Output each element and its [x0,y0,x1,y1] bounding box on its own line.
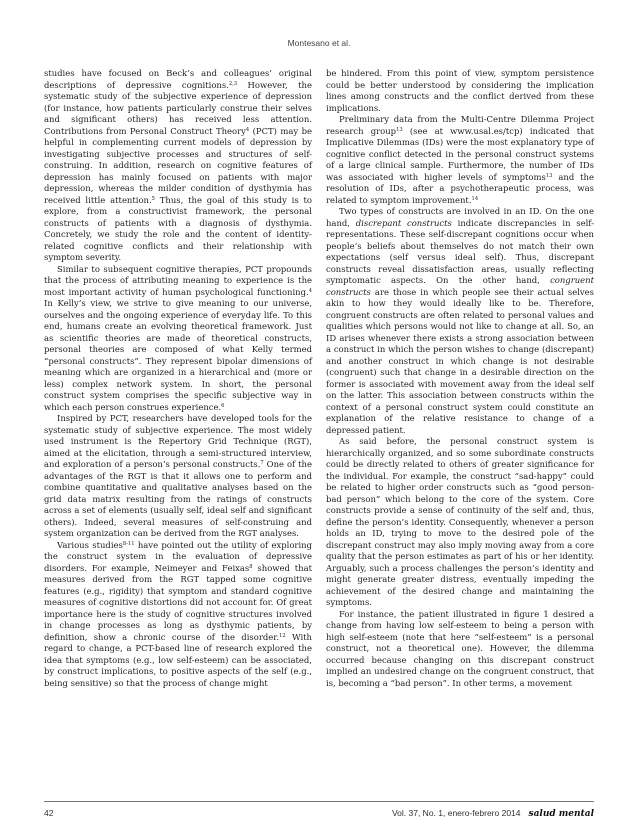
left-paragraph-2: Similar to subsequent cognitive therapies, PCT propounds that the process of attributing meaning to experience is the most important activity of human psychological functioning.$^4$ In Kelly’s view, we strive to give meaning to our universe, ourselves and the ongoing experience of everyday life. To this end, humans create an evolving theoretical framework. Just as scientific theories are made of theoretical constructs, personal theories are composed of what Kelly termed “personal constructs”. They represent bipolar dimensions of meaning which are organized in a hierarchical and (more or less) complex network system. In short, the personal construct system comprises the specific subjective way in which each person construes experience.$^6$ [44,263,312,412]
right-paragraph-3: Two types of constructs are involved in an ID. On the one hand, discrepant constructs indicate discrepancies in self-representations. These self-discrepant cognitions occur when people’s beliefs about themselves do not match their own expectations (self versus ideal self). Thus, discrepant constructs reveal dissatisfaction areas, usually reflecting symptomatic aspects. On the other hand, congruent constructs are those in which people see their actual selves akin to how they would ideally like to be. Therefore, congruent constructs are often related to personal values and qualities which persons would not like to change at all. So, an ID arises whenever there exists a strong association between a construct in which the person wishes to change (discrepant) and another construct in which change is not desirable (congruent) such that change in a desirable direction on the former is associated with movement away from the ideal self on the latter. This association between constructs within the context of a personal construct system could constitute an explanation of the relative resistance to change of a depressed patient. [326,206,594,435]
right-paragraph-4: As said before, the personal construct system is hierarchically organized, and so some subordinate constructs could be directly related to others of greater significance for the individual. For example, the construct “sad-happy” could be related to higher order constructs such as “good person-bad person” which belong to the core of the system. Core constructs provide a sense of continuity of the self and, thus, define the person’s identity. Consequently, whenever a person holds an ID, trying to move to the desired pole of the discrepant construct may also imply moving away from a core quality that the person estimates as part of his or her identity. Arguably, such a process challenges the person’s identity and might generate greater distress, eventually impeding the achievement of the desired change and maintaining the symptoms. [326,436,594,607]
right-paragraph-2: Preliminary data from the Multi-Centre Dilemma Project research group$^{13}$ (see at www.usal.es/tcp) indicated that Implicative Dilemmas (IDs) were the most explanatory type of cognitive conflict detected in the personal construct systems of a large clinical sample. Furthermore, the number of IDs was associated with higher levels of symptoms$^{13}$ and the resolution of IDs, after a psychotherapeutic process, was related to symptom improvement.$^{14}$ [326,114,594,205]
journal-footer [392,808,594,819]
footer-rule [44,801,594,802]
left-paragraph-4: Various studies$^{8-11}$ have pointed out the utility of exploring the construct system in the evaluation of depressive disorders. For example, Neimeyer and Feixas$^8$ showed that measures derived from the RGT tapped some cognitive features (e.g., rigidity) that symptom and standard cognitive measures of cognitive distortions did not account for. Of great importance here is the study of cognitive structures involved in change processes as long as dysthymic patients, by definition, show a chronic course of the disorder.$^{12}$ With regard to change, a PCT-based line of research explored the idea that symptoms (e.g., low self-esteem) can be associated, by construct implications, to positive aspects of the self (e.g., being sensitive) so that the process of change might [44,539,312,688]
left-paragraph-1: studies have focused on Beck’s and colleagues’ original descriptions of depressive cognitions.$^{2,3}$ However, the systematic study of the subjective experience of depression (for instance, how patients particularly construe their selves and significant others) has received less attention. Contributions from Personal Construct Theory$^4$ (PCT) may be helpful in complementing current models of depression by investigating subjective processes and structures of self-construing. In addition, research on cognitive features of depression has mainly focused on patients with major depression, whereas the milder condition of dysthymia has received little attention.$^5$ Thus, the goal of this study is to explore, from a constructivist framework, the personal constructs of patients with a diagnosis of dysthymia. Concretely, we study the role and the content of identity-related cognitive conflicts and their relationship with symptom severity. [44,68,312,262]
right-column [326,68,594,689]
right-paragraph-5: For instance, the patient illustrated in figure 1 desired a change from having low self-esteem to being a person with high self-esteem (note that here “self-esteem” is a personal construct, not a theoretical one). However, the dilemma occurred because changing on this discrepant construct implied an undesired change on the congruent construct, that is, becoming a “bad person”. In other terms, a movement [326,608,594,688]
running-head: Montesano et al. [287,38,351,48]
journal-logo: salud mental [528,809,594,819]
left-paragraph-3: Inspired by PCT, researchers have developed tools for the systematic study of subjective experience. The most widely used instrument is the Repertory Grid Technique (RGT), aimed at the elicitation, through a semi-structured interview, and exploration of a person’s personal constructs.$^7$ One of the advantages of the RGT is that it allows one to perform and combine quantitative and qualitative analyses based on the grid data matrix resulting from the ratings of constructs across a set of elements (usually self, ideal self and significant others). Indeed, several measures of self-construing and system organization can be derived from the RGT analyses. [44,413,312,538]
right-paragraph-1: be hindered. From this point of view, symptom persistence could be better understood by considering the implication lines among constructs and the conflict derived from these implications. [326,68,594,113]
page-number: 42 [44,808,54,818]
journal-issue: Vol. 37, No. 1, enero-febrero 2014 [391,808,521,818]
left-column [44,68,312,689]
